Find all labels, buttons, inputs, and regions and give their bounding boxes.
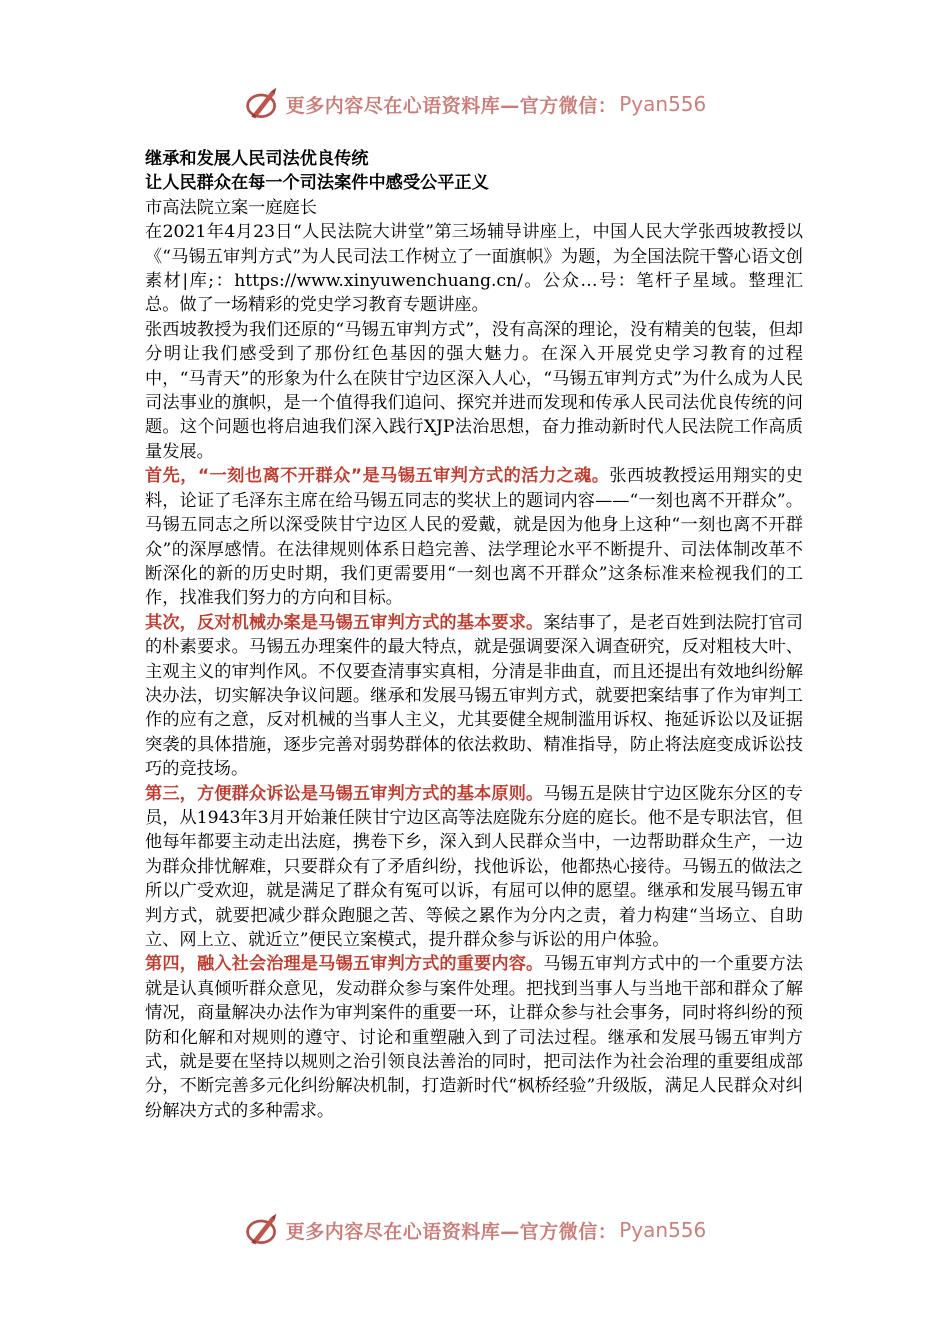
fourth-point-text: 马锡五审判方式中的一个重要方法就是认真倾听群众意见，发动群众参与案件处理。把找到当事人与当地干部和群众了解情况，商量解决办法作为审判案件的重要一环，让群众参与社会事务，同时将纠纷的预防和化解和对规则的遵守、讨论和重塑融入到了司法过程。继承和发展马锡五审判方式，就是要在坚持以规则之治引领良法善治的同时，把司法作为社会治理的重要组成部分，不断完善多元化纠纷解决机制，打造新时代“枫桥经验”升级版，满足人民群众对纠纷解决方式的多种需求。 [145, 954, 803, 1121]
third-point-text: 马锡五是陕甘宁边区陇东分区的专员，从1943年3月开始兼任陕甘宁边区高等法庭陇东分庭的庭长。他不是专职法官，但他每年都要主动走出法庭，携卷下乡，深入到人民群众当中，一边帮助群众生产，一边为群众排忧解难，只要群众有了矛盾纠纷，找他诉讼，他都热心接待。马锡五的做法之所以广受欢迎，就是满足了群众有冤可以诉，有屈可以伸的愿望。继承和发展马锡五审判方式，就要把减少群众跑腿之苦、等候之累作为分内之责，着力构建“当场立、自助立、网上立、就近立”便民立案模式，提升群众参与诉讼的用户体验。 [145, 783, 803, 950]
article-title-line2: 让人民群众在每一个司法案件中感受公平正义 [145, 173, 489, 194]
first-point-text: 张西坡教授运用翔实的史料，论证了毛泽东主席在给马锡五同志的奖状上的题词内容——“一刻也离不开群众”。马锡五同志之所以深受陕甘宁边区人民的爱戴，就是因为他身上这种“一刻也离不开群众”的深厚感情。在法律规则体系日趋完善、法学理论水平不断提升、司法体制改革不断深化的新的历史时期，我们更需要用“一刻也离不开群众”这条标准来检视我们的工作，找准我们努力的方向和目标。 [145, 466, 803, 609]
paragraph-intro: 在2021年4月23日“人民法院大讲堂”第三场辅导讲座上，中国人民大学张西坡教授以《“马锡五审判方式”为人民司法工作树立了一面旗帜》为题，为全国法院干警心语文创素材|库;：https://www.xinyuwenchuang.cn/。公众…号：笔杆子星域。整理汇总。做了一场精彩的党史学习教育专题讲座。 [145, 222, 803, 316]
third-point-heading: 第三，方便群众诉讼是马锡五审判方式的基本原则。 [145, 783, 544, 804]
quill-pen-logo-icon [244, 1212, 280, 1248]
first-point-heading: 首先，“一刻也离不开群众”是马锡五审判方式的活力之魂。 [145, 466, 610, 487]
quill-pen-logo-icon [244, 86, 280, 122]
paragraph-fourth-point [145, 952, 803, 1123]
article-author: 市高法院立案一庭庭长 [145, 197, 317, 218]
paragraph-second-point [145, 611, 803, 782]
paragraph-third-point [145, 782, 803, 953]
header-banner [0, 80, 950, 128]
banner-slogan: 更多内容尽在心语资料库—官方微信： [285, 94, 618, 117]
second-point-heading: 其次，反对机械办案是马锡五审判方式的基本要求。 [145, 612, 544, 633]
banner-wechat-id: Pyan556 [619, 92, 707, 116]
footer-banner [0, 1206, 950, 1254]
second-point-text: 案结事了，是老百姓到法院打官司的朴素要求。马锡五办理案件的最大特点，就是强调要深入调查研究，反对粗枝大叶、主观主义的审判作风。不仅要查清事实真相，分清是非曲直，而且还提出有效地纠纷解决办法，切实解决争议问题。继承和发展马锡五审判方式，就要把案结事了作为审判工作的应有之意，反对机械的当事人主义，尤其要健全规制滥用诉权、拖延诉讼以及证据突袭的具体措施，逐步完善对弱势群体的依法救助、精准指导，防止将法庭变成诉讼技巧的竞技场。 [145, 612, 803, 780]
article-title-line1: 继承和发展人民司法优良传统 [145, 149, 369, 169]
paragraph-context: 张西坡教授为我们还原的“马锡五审判方式”，没有高深的理论，没有精美的包装，但却分明让我们感受到了那份红色基因的强大魅力。在深入开展党史学习教育的过程中，“马青天”的形象为什么在陕甘宁边区深入人心，“马锡五审判方式”为什么成为人民司法事业的旗帜，是一个值得我们追问、探究并进而发现和传承人民司法优良传统的问题。这个问题也将启迪我们深入践行XJP法治思想，奋力推动新时代人民法院工作高质量发展。 [145, 319, 803, 462]
paragraph-first-point [145, 464, 803, 610]
article-body [145, 147, 803, 1123]
fourth-point-heading: 第四，融入社会治理是马锡五审判方式的重要内容。 [145, 954, 544, 975]
banner-slogan: 更多内容尽在心语资料库—官方微信： [285, 1220, 618, 1243]
banner-wechat-id: Pyan556 [619, 1218, 707, 1242]
